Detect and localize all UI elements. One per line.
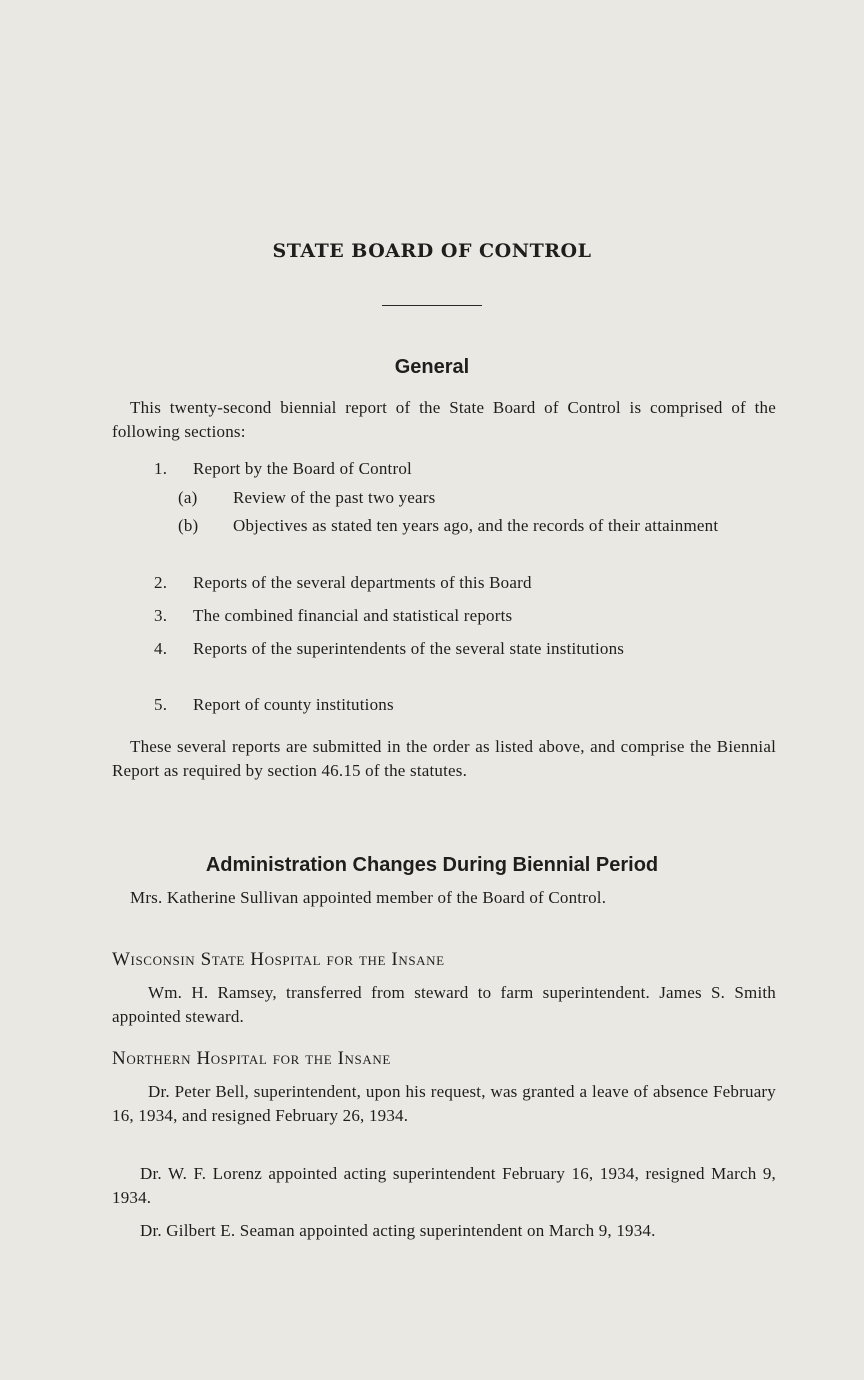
list-item (154, 693, 776, 717)
list-item (154, 637, 776, 661)
list-item-text: Review of the past two years (233, 488, 436, 507)
list-item-text: Report by the Board of Control (193, 459, 412, 478)
list-item-text: Reports of the superintendents of the several state institutions (193, 639, 625, 658)
list-item (154, 604, 776, 628)
list-item-text: Report of county institutions (193, 695, 394, 714)
list-item-number: 5. (154, 695, 168, 714)
general-heading: General (394, 356, 470, 378)
northern-paragraph-3: Dr. Gilbert E. Seaman appointed acting superintendent on March 9, 1934. (140, 1221, 656, 1240)
list-item-text: Objectives as stated ten years ago, and the records of their attainment (233, 516, 719, 535)
list-item-number: (b) (178, 516, 199, 535)
list-item-number: 4. (154, 639, 168, 658)
admin-heading: Administration Changes During Biennial Period (205, 854, 659, 876)
wisconsin-paragraph: Wm. H. Ramsey, transferred from steward to farm superintendent. James S. Smith appointed steward. (112, 983, 776, 1026)
general-intro: This twenty-second biennial report of the State Board of Control is comprised of the following sections: (112, 398, 776, 441)
list-item-number: 2. (154, 573, 168, 592)
board-change-paragraph: Mrs. Katherine Sullivan appointed member of the Board of Control. (130, 888, 607, 907)
general-closing: These several reports are submitted in the order as listed above, and comprise the Biennial Report as required by section 46.15 of the statutes. (112, 737, 776, 780)
page-title: STATE BOARD OF CONTROL (272, 240, 592, 262)
list-item-number: 1. (154, 459, 168, 478)
list-item-text: Reports of the several departments of this Board (193, 573, 532, 592)
list-subitem (178, 486, 776, 510)
list-item-number: (a) (178, 488, 198, 507)
northern-hospital-heading: Northern Hospital for the Insane (112, 1048, 391, 1069)
title-divider (382, 305, 482, 306)
wisconsin-hospital-heading: Wisconsin State Hospital for the Insane (112, 949, 445, 970)
northern-paragraph-2: Dr. W. F. Lorenz appointed acting superintendent February 16, 1934, resigned March 9, 1934. (112, 1164, 776, 1207)
northern-paragraph-1: Dr. Peter Bell, superintendent, upon his request, was granted a leave of absence February 16, 1934, and resigned February 26, 1934. (112, 1082, 776, 1125)
list-item-number: 3. (154, 606, 168, 625)
list-subitem (178, 514, 776, 538)
list-item (154, 457, 776, 481)
list-item (154, 571, 776, 595)
list-item-text: The combined financial and statistical reports (193, 606, 513, 625)
